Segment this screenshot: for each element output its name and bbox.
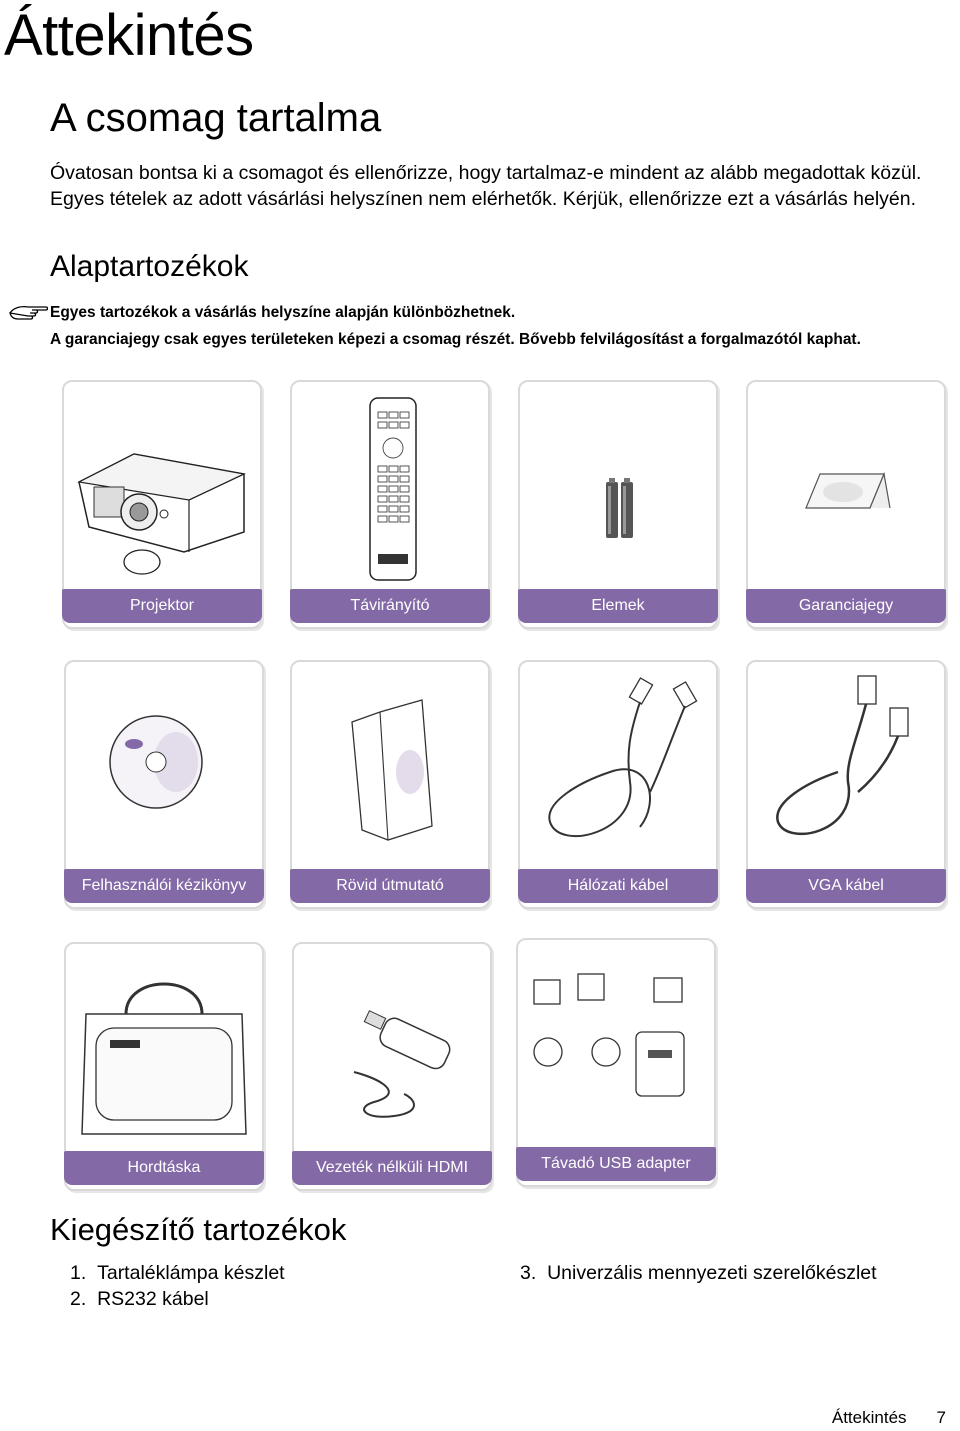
- optional-item-2: 2. RS232 kábel: [70, 1288, 209, 1310]
- item-label: Hordtáska: [64, 1151, 264, 1185]
- batteries-icon: [520, 382, 716, 587]
- item-card-carry-bag: [64, 942, 264, 1191]
- section-title: A csomag tartalma: [50, 96, 382, 140]
- item-label: Hálózati kábel: [518, 869, 718, 903]
- item-label: Elemek: [518, 589, 718, 623]
- item-label: Vezeték nélküli HDMI: [292, 1151, 492, 1185]
- item-card-warranty: [746, 380, 946, 629]
- vga-cable-icon: [748, 662, 944, 867]
- warranty-card-icon: [748, 382, 944, 587]
- pointing-hand-icon: [8, 301, 48, 323]
- item-label: Projektor: [62, 589, 262, 623]
- item-card-quick-guide: [290, 660, 490, 909]
- wireless-hdmi-icon: [294, 944, 490, 1149]
- remote-control-icon: [292, 382, 488, 587]
- note-text: [50, 299, 955, 353]
- note-line-2: A garanciajegy csak egyes területeken képezi a csomag részét. Bővebb felvilágosítást a forgalmazótól kaphat.: [50, 331, 861, 348]
- item-label: Rövid útmutató: [290, 869, 490, 903]
- standard-accessories-heading: Alaptartozékok: [50, 250, 249, 283]
- item-label: VGA kábel: [746, 869, 946, 903]
- page-number: 7: [936, 1408, 946, 1427]
- note-line-1: Egyes tartozékok a vásárlás helyszíne alapján különbözhetnek.: [50, 304, 516, 321]
- item-card-wireless-hdmi: [292, 942, 492, 1191]
- optional-item-3: 3. Univerzális mennyezeti szerelőkészlet: [520, 1262, 877, 1284]
- projector-icon: [64, 382, 260, 587]
- page-title: Áttekintés: [4, 3, 254, 68]
- item-card-batteries: [518, 380, 718, 629]
- usb-adapter-icon: [518, 940, 714, 1145]
- item-card-power-cable: [518, 660, 718, 909]
- item-card-projector: [62, 380, 262, 629]
- item-label: Távirányító: [290, 589, 490, 623]
- item-label: Felhasználói kézikönyv: [64, 869, 264, 903]
- item-card-manual: [64, 660, 264, 909]
- cd-icon: [66, 662, 262, 867]
- carry-bag-icon: [66, 944, 262, 1149]
- power-cable-icon: [520, 662, 716, 867]
- item-card-vga-cable: [746, 660, 946, 909]
- footer-section: Áttekintés: [831, 1408, 907, 1427]
- intro-text: Óvatosan bontsa ki a csomagot és ellenőrizze, hogy tartalmaz-e mindent az alább megadottak közül. Egyes tételek az adott vásárlási helyszínen nem elérhetők. Kérjük, ellenőrizze ezt a vásárlás helyén.: [50, 162, 922, 210]
- item-label: Távadó USB adapter: [516, 1147, 716, 1181]
- item-card-remote: [290, 380, 490, 629]
- booklet-icon: [292, 662, 488, 867]
- item-label: Garanciajegy: [746, 589, 946, 623]
- page-footer: [802, 1408, 946, 1428]
- optional-accessories-heading: Kiegészítő tartozékok: [50, 1212, 347, 1247]
- item-card-usb-adapter: [516, 938, 716, 1187]
- optional-item-1: 1. Tartaléklámpa készlet: [70, 1262, 285, 1284]
